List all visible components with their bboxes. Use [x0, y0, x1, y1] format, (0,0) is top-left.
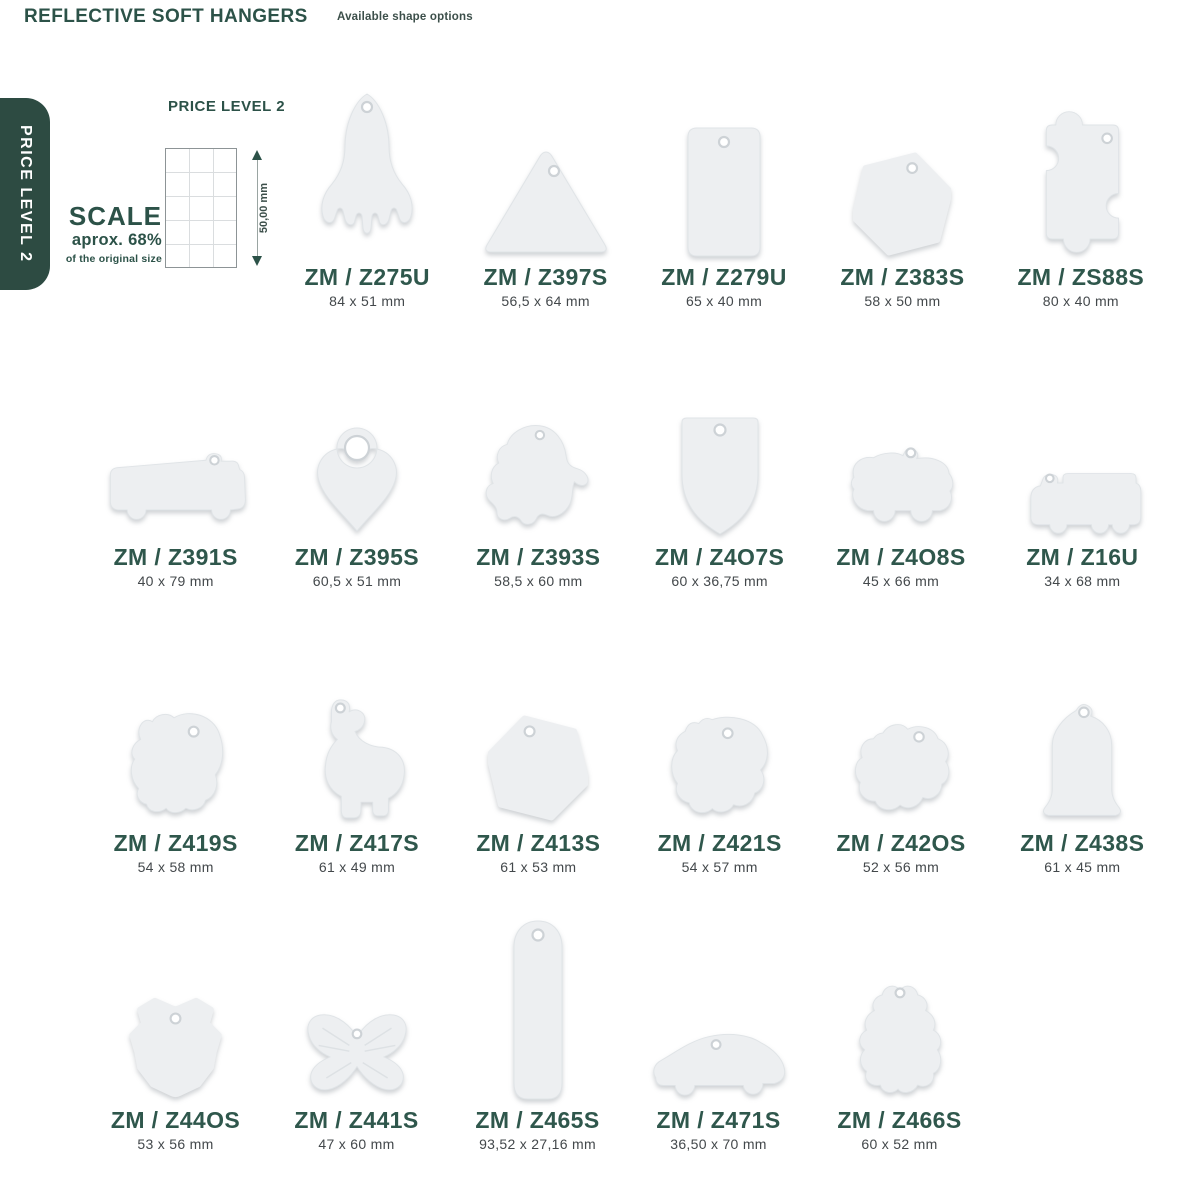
product-code: ZM / Z16U	[1026, 544, 1139, 570]
shield-shape	[674, 416, 766, 538]
shape-preview	[992, 408, 1173, 538]
hanger-hole	[723, 728, 733, 738]
shape-preview	[456, 86, 634, 258]
hanger-hole	[362, 102, 372, 112]
product-row	[85, 903, 990, 1152]
shape-preview	[85, 692, 266, 824]
product-card	[85, 692, 266, 875]
product-code: ZM / Z391S	[113, 544, 238, 570]
shape-preview	[628, 903, 809, 1101]
product-card	[810, 692, 991, 875]
product-row	[85, 408, 1173, 589]
scale-block	[38, 203, 162, 265]
product-size: 53 x 56 mm	[137, 1136, 214, 1152]
product-size: 54 x 58 mm	[137, 859, 214, 875]
heart-lock-shape	[309, 420, 405, 538]
fire-truck-shape	[1020, 466, 1144, 538]
arch-tag-shape	[1040, 698, 1124, 824]
product-card	[448, 692, 629, 875]
hanger-hole	[1102, 134, 1112, 144]
shape-preview	[85, 408, 266, 538]
product-code: ZM / Z417S	[294, 830, 420, 856]
product-card	[266, 903, 447, 1152]
product-code: ZM / Z279U	[661, 264, 787, 290]
shape-preview	[448, 408, 629, 538]
shape-preview	[809, 903, 990, 1101]
product-card	[809, 903, 990, 1152]
product-card	[85, 408, 266, 589]
product-code: ZM / Z441S	[294, 1107, 419, 1133]
hanger-hole	[532, 930, 543, 941]
product-code: ZM / Z4O7S	[655, 544, 785, 570]
puzzle-shape	[1029, 106, 1133, 258]
hanger-hole	[914, 732, 923, 741]
product-size: 52 x 56 mm	[862, 859, 940, 875]
product-size: 58,5 x 60 mm	[494, 573, 583, 589]
teddy-shape	[849, 979, 951, 1101]
bodysuit-shape	[123, 991, 228, 1101]
product-card	[447, 903, 628, 1152]
product-code: ZM / ZS88S	[1017, 264, 1145, 290]
hanger-hole	[345, 436, 369, 460]
bus-shape	[101, 450, 251, 538]
product-card	[448, 408, 629, 589]
product-size: 36,50 x 70 mm	[670, 1136, 767, 1152]
shape-preview	[448, 692, 629, 824]
shape-preview	[813, 86, 991, 258]
product-card	[278, 86, 456, 309]
product-size: 60 x 52 mm	[861, 1136, 938, 1152]
product-size: 65 x 40 mm	[685, 293, 763, 309]
product-card	[992, 86, 1170, 309]
car-shape	[648, 1029, 790, 1101]
shape-preview	[266, 408, 447, 538]
hanger-hole	[714, 425, 725, 436]
elephant-shape	[121, 706, 231, 824]
butterfly-shape	[301, 1009, 413, 1101]
scale-percent: aprox. 68%	[71, 231, 162, 250]
sheep-shape	[847, 716, 955, 824]
hanger-hole	[1079, 708, 1089, 718]
hanger-hole	[536, 431, 544, 439]
product-size: 34 x 68 mm	[1044, 573, 1121, 589]
product-code: ZM / Z275U	[304, 264, 430, 290]
product-code: ZM / Z44OS	[110, 1107, 241, 1133]
scale-word: SCALE	[68, 201, 162, 231]
product-size: 61 x 45 mm	[1044, 859, 1121, 875]
hanger-hole	[908, 163, 918, 173]
shape-preview	[266, 692, 447, 824]
price-level-tab-label: PRICE LEVEL 2	[17, 125, 34, 263]
shape-preview	[992, 692, 1173, 824]
product-card	[992, 692, 1173, 875]
product-code: ZM / Z4O8S	[836, 544, 966, 570]
alpaca-shape	[304, 694, 410, 824]
product-size: 84 x 51 mm	[329, 293, 406, 309]
product-size: 93,52 x 27,16 mm	[479, 1136, 596, 1152]
hanger-hole	[895, 989, 904, 998]
hanger-hole	[525, 726, 535, 736]
shape-preview	[992, 86, 1170, 258]
rocket-shape	[317, 92, 417, 244]
shape-preview	[635, 86, 813, 258]
product-size: 40 x 79 mm	[137, 573, 214, 589]
hanger-hole	[1046, 475, 1054, 483]
shape-preview	[810, 408, 991, 538]
bookmark-shape	[512, 919, 564, 1101]
product-row	[278, 86, 1170, 309]
product-size: 61 x 53 mm	[500, 859, 577, 875]
hexagon-a-shape	[853, 150, 951, 258]
product-code: ZM / Z397S	[483, 264, 608, 290]
product-size: 47 x 60 mm	[318, 1136, 395, 1152]
hanger-hole	[336, 704, 345, 713]
hanger-hole	[210, 456, 218, 464]
ruler-label: 50,00 mm	[258, 182, 270, 234]
product-card	[85, 903, 266, 1152]
hanger-hole	[171, 1014, 181, 1024]
shape-preview	[447, 903, 628, 1101]
product-size: 45 x 66 mm	[862, 573, 940, 589]
product-code: ZM / Z465S	[475, 1107, 600, 1133]
hanger-hole	[188, 727, 198, 737]
product-card	[266, 408, 447, 589]
product-code: ZM / Z438S	[1020, 830, 1145, 856]
triangle-shape	[478, 148, 614, 258]
ghost-shape	[482, 418, 594, 538]
product-size: 61 x 49 mm	[318, 859, 396, 875]
hanger-hole	[352, 1030, 361, 1039]
shape-preview	[266, 903, 447, 1101]
product-card	[992, 408, 1173, 589]
product-size: 56,5 x 64 mm	[501, 293, 590, 309]
product-code: ZM / Z393S	[476, 544, 601, 570]
product-code: ZM / Z413S	[476, 830, 601, 856]
product-card	[456, 86, 634, 309]
shape-preview	[629, 408, 810, 538]
shape-preview	[629, 692, 810, 824]
hanger-hole	[906, 448, 915, 457]
product-card	[266, 692, 447, 875]
hanger-hole	[549, 166, 559, 176]
product-code: ZM / Z42OS	[836, 830, 966, 856]
product-size: 58 x 50 mm	[864, 293, 941, 309]
hanger-hole	[719, 137, 729, 147]
shape-options-note: Available shape options	[337, 11, 473, 23]
shape-preview	[810, 692, 991, 824]
product-size: 60,5 x 51 mm	[312, 573, 402, 589]
page-title: REFLECTIVE SOFT HANGERS	[24, 6, 308, 27]
scale-note: of the original size	[65, 253, 162, 266]
product-row	[85, 692, 1173, 875]
shape-preview	[85, 903, 266, 1101]
hexagon-b-shape	[488, 712, 588, 824]
rectangle-shape	[685, 126, 763, 258]
product-code: ZM / Z419S	[113, 830, 238, 856]
product-card	[629, 692, 810, 875]
hippo-shape	[665, 712, 775, 824]
shape-preview	[278, 86, 456, 258]
product-code: ZM / Z466S	[837, 1107, 962, 1133]
product-size: 80 x 40 mm	[1042, 293, 1119, 309]
product-card	[629, 408, 810, 589]
product-size: 54 x 57 mm	[681, 859, 758, 875]
scale-grid	[165, 148, 237, 268]
product-card	[635, 86, 813, 309]
product-size: 60 x 36,75 mm	[671, 573, 768, 589]
product-code: ZM / Z471S	[656, 1107, 781, 1133]
product-card	[628, 903, 809, 1152]
product-code: ZM / Z421S	[657, 830, 782, 856]
price-level-heading: PRICE LEVEL 2	[168, 98, 286, 115]
product-code: ZM / Z395S	[294, 544, 420, 570]
product-code: ZM / Z383S	[840, 264, 965, 290]
truck-shape	[838, 444, 964, 538]
product-card	[810, 408, 991, 589]
product-card	[813, 86, 991, 309]
hanger-hole	[711, 1040, 720, 1049]
